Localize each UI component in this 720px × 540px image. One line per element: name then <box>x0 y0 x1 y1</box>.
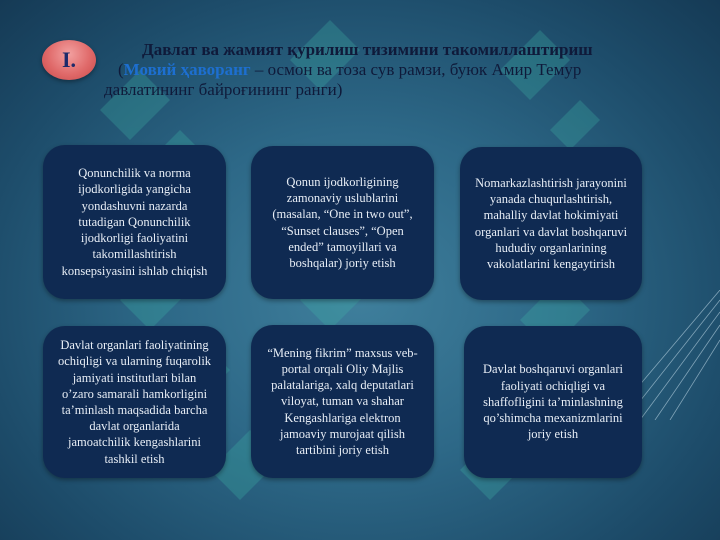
section-number: I. <box>61 47 77 72</box>
card-public-councils <box>43 326 226 478</box>
card-my-opinion-portal <box>251 325 434 478</box>
title-line-1: Давлат ва жамият қурилиш тизимини такомиллаштириш <box>142 40 593 59</box>
card-text: Qonunchilik va norma ijodkorligida yangicha yondashuvni nazarda tutadigan Qonunchilik ijodkorligi faoliyatini takomillashtirish konsepsiyasini ishlab chiqish <box>61 166 208 278</box>
card-decentralization <box>460 147 642 300</box>
card-legislation-concept <box>43 145 226 299</box>
card-text: Nomarkazlashtirish jarayonini yanada chuqurlashtirish, mahalliy davlat hokimiyati organlari va davlat boshqaruvi hududiy organlarining vakolatlarini kengaytirish <box>474 175 628 271</box>
title-line-2 <box>106 60 666 80</box>
section-number-badge <box>42 40 96 80</box>
card-text: “Mening fikrim” maxsus veb-portal orqali Oliy Majlis palatalariga, xalq deputatlari viloyat, tuman va shahar Kengashlariga elektron jamoaviy murojaat qilish tartibini joriy etish <box>267 345 418 457</box>
title-line-3: давлатининг байроғининг ранги) <box>104 80 343 99</box>
title-open-paren: ( <box>118 60 124 79</box>
page-title <box>106 40 666 100</box>
title-highlight: Мовий ҳаворанг <box>123 60 251 79</box>
card-text: Davlat organlari faoliyatining ochiqligi va ularning fuqarolik jamiyati institutlari bilan o’zaro samarali hamkorligini ta’minlash maqsadida barcha davlat organlarida jamoatchilik kengashlarini tashkil etish <box>57 338 212 466</box>
card-text: Qonun ijodkorligining zamonaviy uslublarini (masalan, “One in two out”, “Sunset clauses”, “Open ended” tamoyillari va boshqalar) joriy etish <box>272 174 413 270</box>
card-modern-methods <box>251 146 434 299</box>
card-text: Davlat boshqaruvi organlari faoliyati ochiqligi va shaffofligini ta’minlashning qo’shimcha mexanizmlarini joriy etish <box>482 362 623 442</box>
card-transparency <box>464 326 642 478</box>
title-line-2-rest: – осмон ва тоза сув рамзи, буюк Амир Темур <box>250 60 582 79</box>
